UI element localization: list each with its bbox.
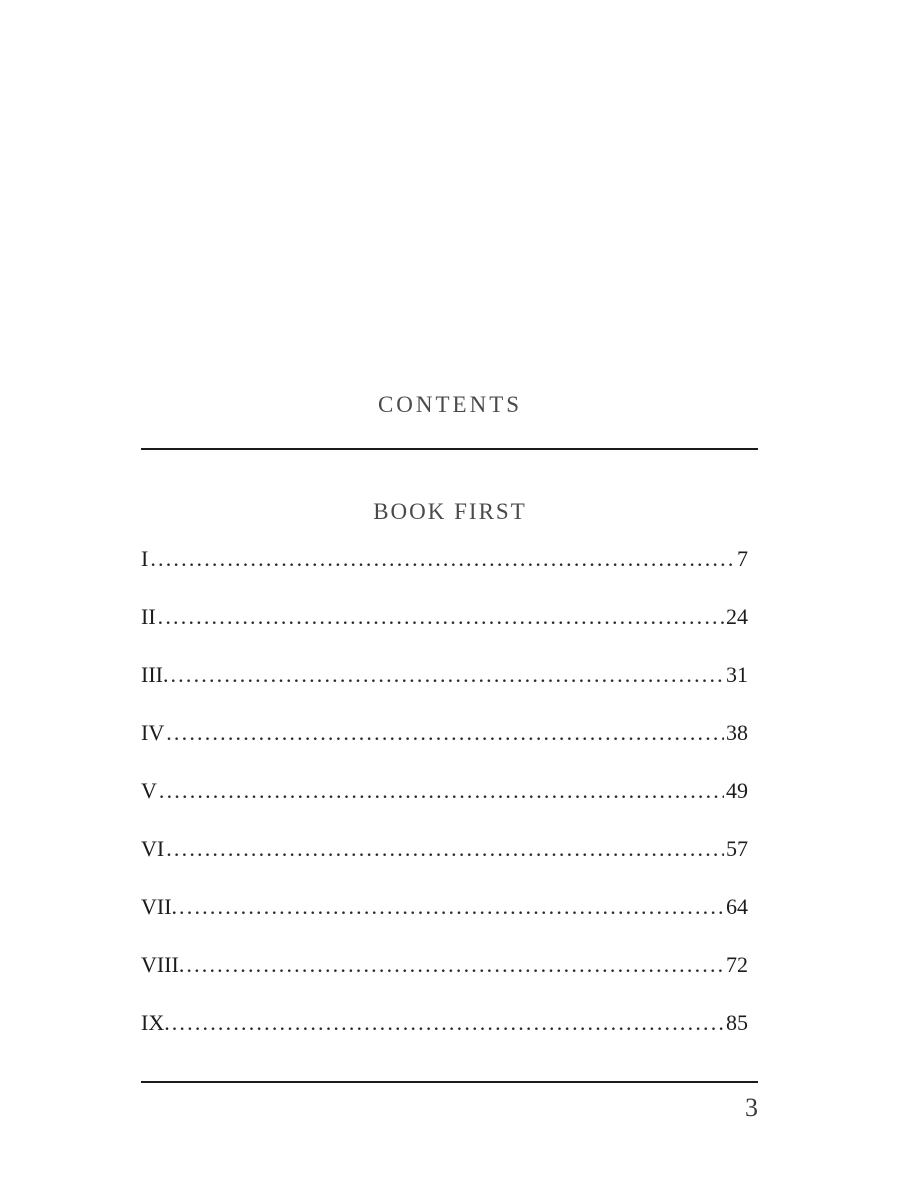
top-divider	[141, 448, 758, 450]
toc-entry-label: VI	[141, 836, 165, 861]
toc-entry	[141, 947, 748, 1005]
section-title: BOOK FIRST	[373, 499, 527, 524]
dot-leader	[172, 1005, 724, 1041]
dot-leader	[186, 947, 724, 983]
page-number: 3	[745, 1093, 758, 1122]
toc-entry-page: 7	[737, 546, 748, 571]
toc-entry	[141, 889, 748, 947]
toc-entry-label: VII.	[141, 894, 178, 919]
toc-entry-label: V	[141, 778, 157, 803]
bottom-divider	[141, 1081, 758, 1083]
toc-entry-page: 31	[726, 662, 748, 687]
dot-leader	[150, 541, 735, 577]
dot-leader	[159, 773, 724, 809]
dot-leader	[179, 889, 724, 925]
toc-entry-label: VIII.	[141, 952, 185, 977]
toc-entry-page: 49	[726, 778, 748, 803]
toc-entry-page: 57	[726, 836, 748, 861]
dot-leader	[170, 657, 724, 693]
toc-entry-page: 72	[726, 952, 748, 977]
toc-entry-label: I	[141, 546, 149, 571]
toc-entry-page: 38	[726, 720, 748, 745]
contents-heading: CONTENTS	[377, 392, 523, 417]
toc-entry	[141, 599, 748, 657]
toc-entry-label: IV	[141, 720, 165, 745]
dot-leader	[166, 831, 724, 867]
toc-entry-label: III.	[141, 662, 169, 687]
toc-entry-label: II	[141, 604, 156, 629]
toc-entry-label: IX.	[141, 1010, 170, 1035]
toc-entry-page: 85	[726, 1010, 748, 1035]
dot-leader	[158, 599, 724, 635]
toc-entry	[141, 1005, 748, 1063]
toc-entry	[141, 773, 748, 831]
toc-entry	[141, 831, 748, 889]
toc-entry	[141, 657, 748, 715]
toc-entry	[141, 715, 748, 773]
toc-entry-page: 24	[726, 604, 748, 629]
toc-entry-page: 64	[726, 894, 748, 919]
dot-leader	[166, 715, 724, 751]
toc-list	[141, 541, 748, 1063]
toc-entry	[141, 541, 748, 599]
